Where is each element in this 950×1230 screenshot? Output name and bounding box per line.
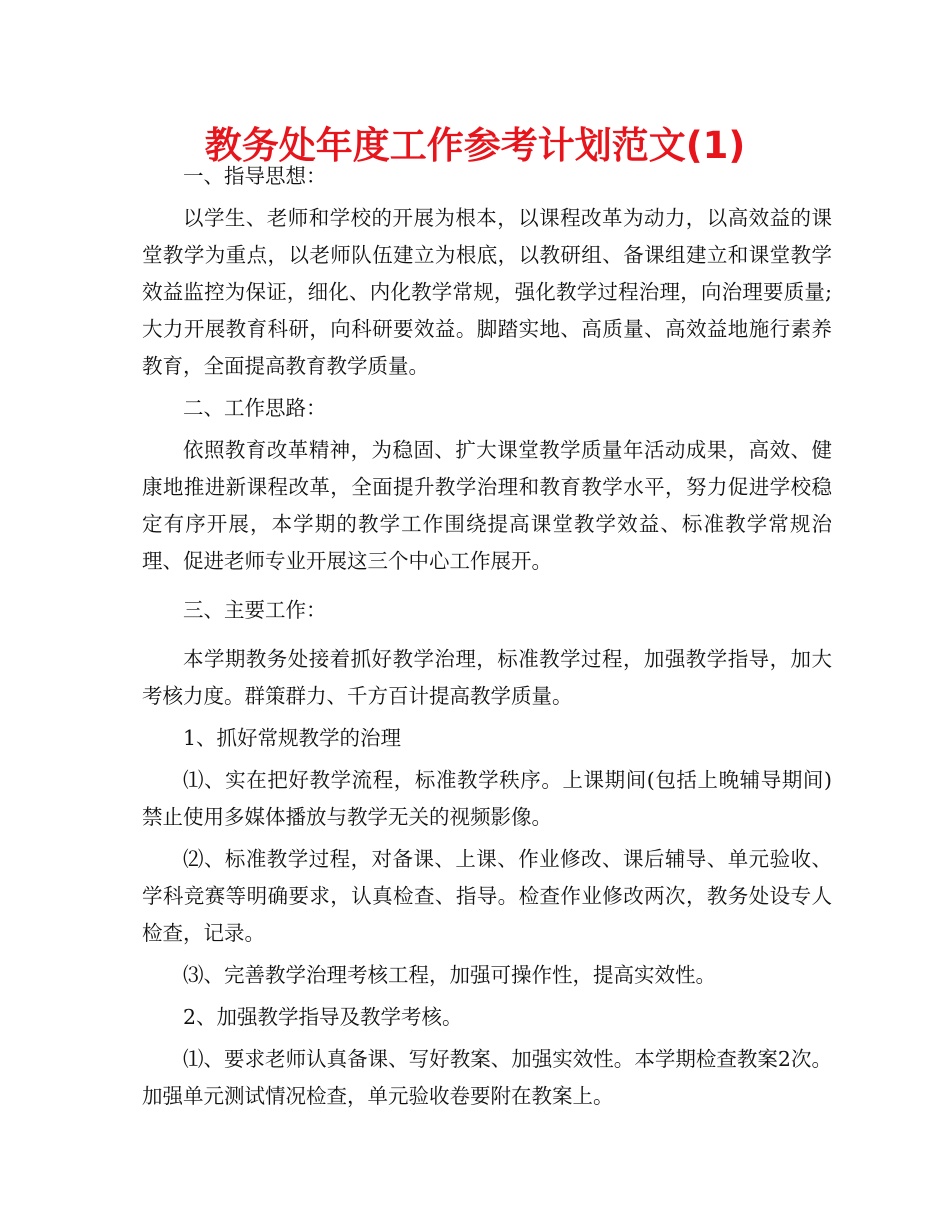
paragraph: 本学期教务处接着抓好教学治理，标准教学过程，加强教学指导，加大考核力度。群策群力、千方百计提高教学质量。: [142, 647, 832, 708]
list-item: ⑵、标准教学过程，对备课、上课、作业修改、课后辅导、单元验收、学科竞赛等明确要求，认真检查、指导。检查作业修改两次，教务处设专人检查，记录。: [142, 847, 832, 945]
list-item: ⑶、完善教学治理考核工程，加强可操作性，提高实效性。: [183, 963, 716, 987]
sub-heading: 2、加强教学指导及教学考核。: [183, 1005, 463, 1029]
document-body: [142, 157, 832, 1115]
paragraph: 依照教育改革精神，为稳固、扩大课堂教学质量年活动成果，高效、健康地推进新课程改革，全面提升教学治理和教育教学水平，努力促进学校稳定有序开展，本学期的教学工作围绕提高课堂教学效益、标准教学常规治理、促进老师专业开展这三个中心工作展开。: [142, 438, 832, 573]
document-title: 教务处年度工作参考计划范文(1): [204, 124, 746, 167]
list-item: ⑴、实在把好教学流程，标准教学秩序。上课期间(包括上晚辅导期间)禁止使用多媒体播放与教学无关的视频影像。: [142, 768, 832, 829]
paragraph: 以学生、老师和学校的开展为根本，以课程改革为动力，以高效益的课堂教学为重点，以老师队伍建立为根底，以教研组、备课组建立和课堂教学效益监控为保证，细化、内化教学常规，强化教学过程治理，向治理要质量;大力开展教育科研，向科研要效益。脚踏实地、高质量、高效益地施行素养教育，全面提高教育教学质量。: [142, 206, 832, 378]
sub-heading: 1、抓好常规教学的治理: [183, 726, 402, 750]
list-item: ⑴、要求老师认真备课、写好教案、加强实效性。本学期检查教案2次。加强单元测试情况检查，单元验收卷要附在教案上。: [142, 1047, 832, 1108]
section-heading: 三、主要工作：: [183, 598, 327, 622]
section-heading: 二、工作思路：: [183, 396, 327, 420]
section-heading: 一、指导思想：: [183, 164, 327, 188]
